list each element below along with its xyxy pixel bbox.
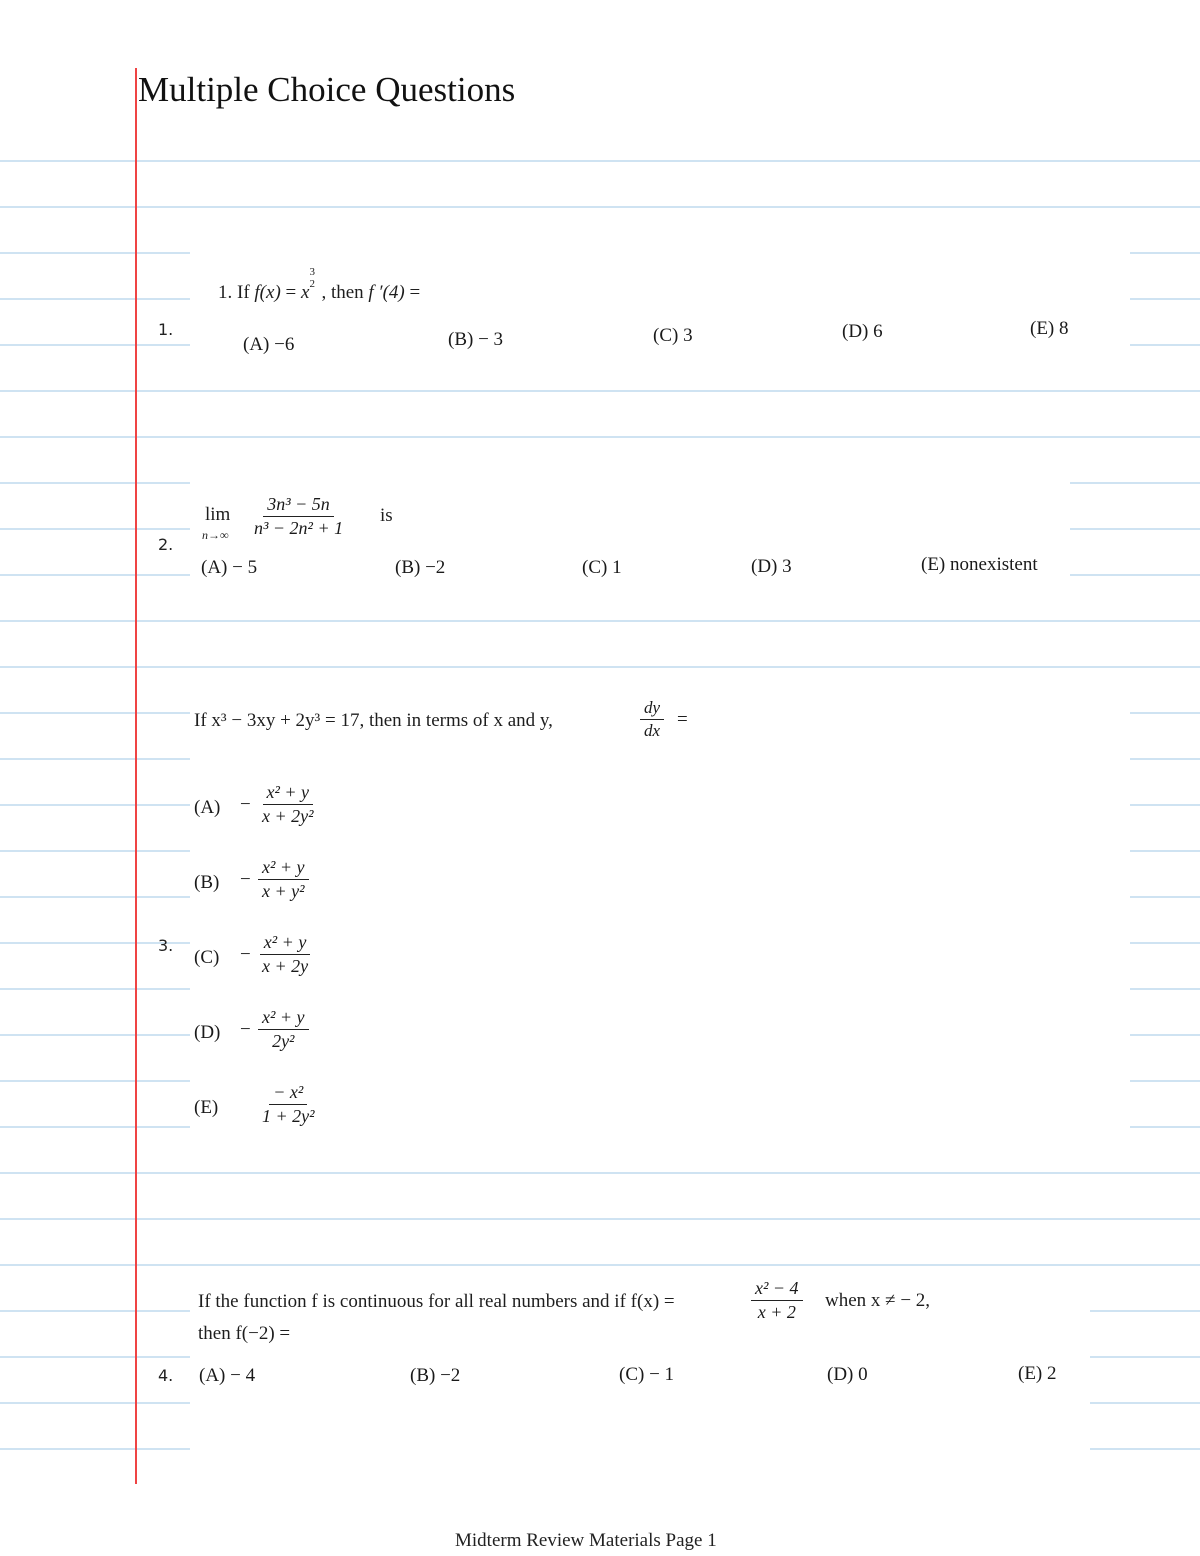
margin-line	[135, 68, 137, 1484]
option-d: (D) 0	[827, 1364, 868, 1385]
fraction-denominator: x + y²	[262, 880, 305, 901]
minus-sign: −	[240, 1019, 251, 1040]
rule-line	[0, 1172, 1200, 1174]
stem-text: 1. If	[218, 282, 250, 303]
limit-fraction	[250, 494, 347, 538]
equals-sign: =	[285, 282, 297, 303]
fraction-denominator: x + 2y	[262, 955, 309, 976]
option-b-letter: (B)	[194, 872, 220, 893]
question-4-line2: then f(−2) =	[198, 1323, 291, 1344]
equals-sign: =	[409, 282, 421, 303]
rule-line	[0, 1264, 1200, 1266]
minus-sign: −	[240, 944, 251, 965]
option-a: (A) − 4	[199, 1365, 256, 1386]
fraction-denominator: x + 2y²	[262, 805, 314, 826]
fraction-numerator: dy	[640, 698, 664, 720]
option-c-letter: (C)	[194, 947, 220, 968]
exponent-denominator: 2	[309, 278, 315, 290]
rule-line	[0, 666, 1200, 668]
minus-sign: −	[240, 794, 251, 815]
fractional-exponent	[309, 266, 321, 298]
fraction-numerator: x² + y	[258, 857, 309, 880]
function-f: f(x)	[254, 282, 281, 303]
option-b: (B) − 3	[448, 329, 504, 350]
question-3-image	[190, 690, 1130, 1170]
exponent-numerator: 3	[309, 266, 315, 278]
option-a: (A) −6	[243, 334, 295, 355]
option-e: (E) 2	[1018, 1363, 1057, 1384]
limit-label: lim	[205, 504, 231, 525]
fraction-numerator: x² + y	[258, 1007, 309, 1030]
rule-line	[0, 160, 1200, 162]
fraction-denominator: x + 2	[757, 1301, 796, 1322]
option-c: (C) 3	[653, 325, 693, 346]
question-number: 4.	[158, 1366, 174, 1385]
option-a-fraction	[258, 782, 318, 826]
option-a-letter: (A)	[194, 797, 221, 818]
question-4-stem: If the function f is continuous for all real numbers and if f(x) =	[198, 1291, 675, 1312]
stem-text: , then	[321, 282, 364, 303]
fraction-denominator: 1 + 2y²	[262, 1105, 315, 1126]
question-number: 1.	[158, 320, 174, 339]
option-b: (B) −2	[410, 1365, 461, 1386]
fraction-numerator: 3n³ − 5n	[263, 494, 334, 517]
question-3-stem: If x³ − 3xy + 2y³ = 17, then in terms of x and y,	[194, 710, 553, 731]
minus-sign: −	[240, 869, 251, 890]
question-1-stem	[218, 266, 421, 304]
fraction-numerator: x² + y	[263, 782, 314, 805]
option-e: (E) nonexistent	[921, 554, 1038, 575]
page-title: Multiple Choice Questions	[138, 70, 516, 109]
option-e-fraction	[258, 1082, 319, 1126]
question-1-image	[190, 250, 1130, 380]
rule-line	[0, 436, 1200, 438]
fraction-numerator: x² + y	[260, 932, 311, 955]
option-e: (E) 8	[1030, 318, 1069, 339]
option-c: (C) 1	[582, 557, 622, 578]
option-b-fraction	[258, 857, 309, 901]
limit-subscript: n→∞	[202, 528, 229, 542]
option-d-letter: (D)	[194, 1022, 221, 1043]
rule-line	[0, 390, 1200, 392]
option-b: (B) −2	[395, 557, 446, 578]
derivative-expression: f ′(4)	[368, 282, 405, 303]
option-d-fraction	[258, 1007, 309, 1051]
question-number: 2.	[158, 535, 174, 554]
question-number: 3.	[158, 936, 174, 955]
base-x: x	[301, 282, 310, 303]
rule-line	[0, 620, 1200, 622]
function-fraction	[751, 1278, 803, 1322]
equals-sign: =	[677, 709, 688, 730]
stem-suffix: is	[380, 505, 393, 526]
fraction-denominator: dx	[644, 720, 661, 740]
page-footer: Midterm Review Materials Page 1	[455, 1530, 717, 1551]
fraction-denominator: n³ − 2n² + 1	[254, 517, 344, 538]
option-c-fraction	[258, 932, 312, 976]
fraction-numerator: − x²	[269, 1082, 307, 1105]
option-a: (A) − 5	[201, 557, 258, 578]
dy-dx-fraction	[640, 698, 664, 740]
question-4-condition: when x ≠ − 2,	[825, 1290, 931, 1311]
option-d: (D) 3	[751, 556, 792, 577]
option-e-letter: (E)	[194, 1097, 219, 1118]
fraction-numerator: x² − 4	[751, 1278, 803, 1301]
rule-line	[0, 1218, 1200, 1220]
rule-line	[0, 206, 1200, 208]
option-d: (D) 6	[842, 321, 883, 342]
fraction-denominator: 2y²	[272, 1030, 295, 1051]
option-c: (C) − 1	[619, 1364, 675, 1385]
